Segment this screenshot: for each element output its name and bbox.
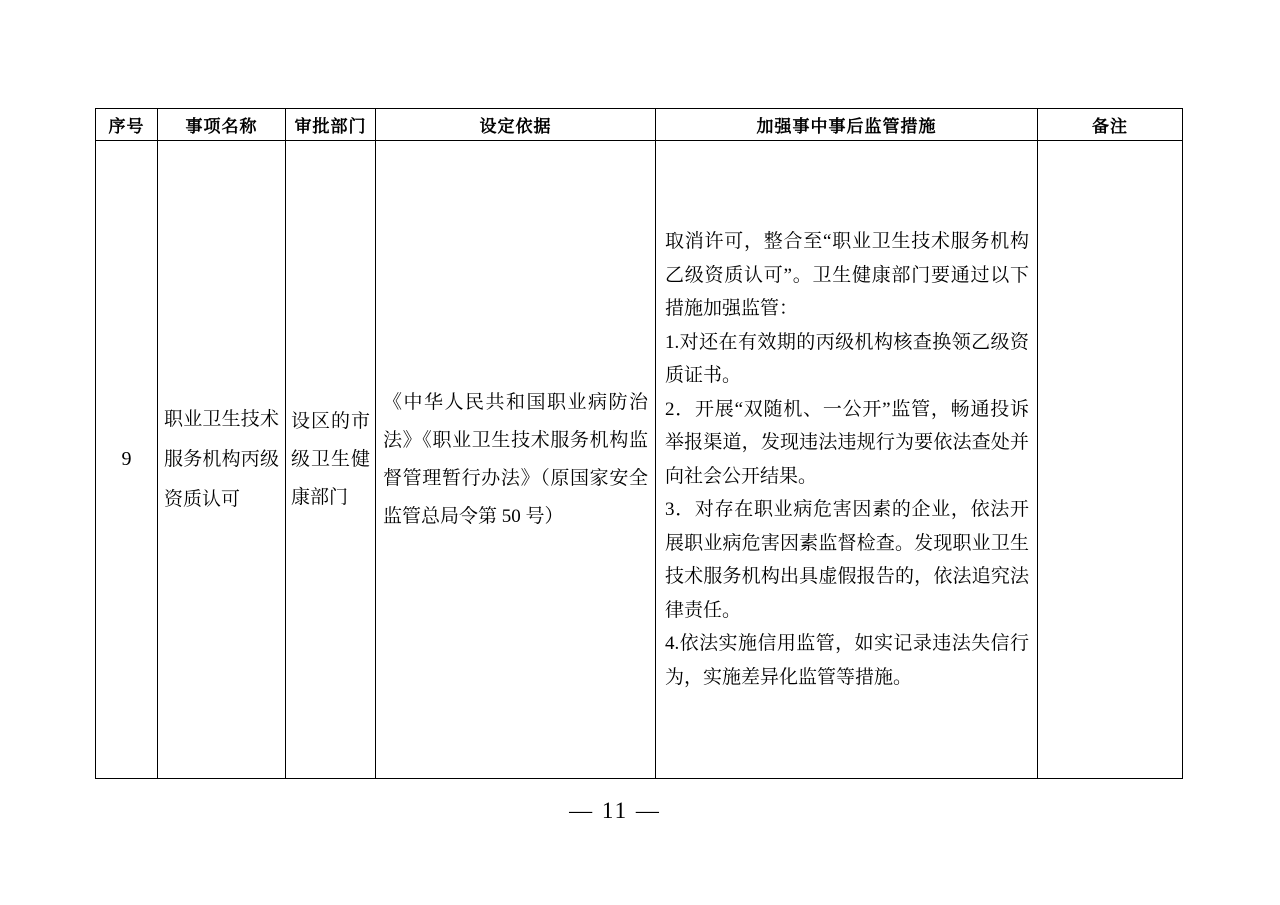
table-header-row: [96, 109, 1183, 141]
page-number: — 11 —: [569, 798, 661, 823]
measures-item-1: 1.对还在有效期的丙级机构核查换领乙级资质证书。: [665, 331, 1029, 386]
column-header-approval-dept: 审批部门: [286, 109, 376, 141]
measures-text: [656, 225, 1037, 694]
measures-item-2: 2．开展“双随机、一公开”监管，畅通投诉举报渠道，发现违法违规行为要依法查处并向社会公开结果。: [665, 398, 1029, 487]
cell-item-name: [158, 141, 286, 779]
column-header-remark: 备注: [1038, 109, 1183, 141]
cell-index: 9: [96, 141, 158, 779]
table-row: [96, 141, 1183, 779]
cell-remark: [1038, 141, 1183, 779]
cell-basis: [376, 141, 656, 779]
basis-text: 《中华人民共和国职业病防治法》《职业卫生技术服务机构监督管理暂行办法》（原国家安全监管总局令第 50 号）: [383, 391, 648, 527]
approval-dept-text: 设区的市级卫生健康部门: [291, 410, 370, 508]
column-header-item-name: 事项名称: [158, 109, 286, 141]
measures-item-4: 4.依法实施信用监管，如实记录违法失信行为，实施差异化监管等措施。: [665, 633, 1029, 688]
cell-measures: [656, 141, 1038, 779]
column-header-measures: 加强事中事后监管措施: [656, 109, 1038, 141]
column-header-index: 序号: [96, 109, 158, 141]
item-name-text: 职业卫生技术服务机构丙级资质认可: [164, 408, 279, 510]
measures-intro: 取消许可，整合至“职业卫生技术服务机构乙级资质认可”。卫生健康部门要通过以下措施加强监管：: [665, 231, 1029, 319]
approval-items-table: [95, 108, 1183, 779]
column-header-basis: 设定依据: [376, 109, 656, 141]
cell-approval-dept: [286, 141, 376, 779]
measures-item-3: 3．对存在职业病危害因素的企业，依法开展职业病危害因素监督检查。发现职业卫生技术服务机构出具虚假报告的，依法追究法律责任。: [665, 499, 1029, 621]
